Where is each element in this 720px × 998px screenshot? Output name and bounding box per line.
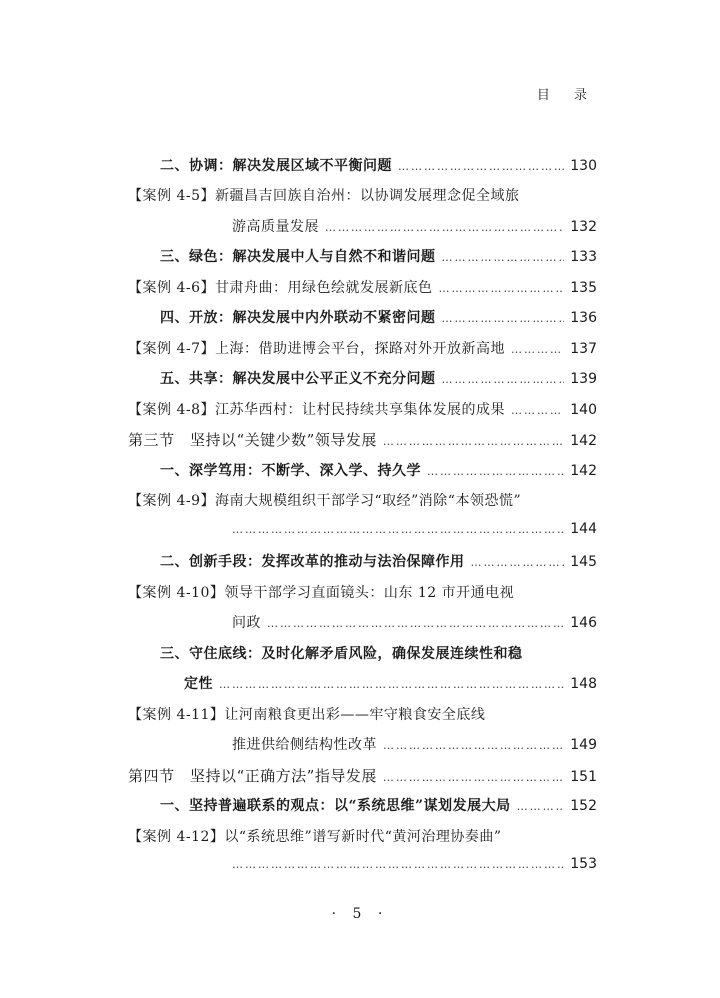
toc-entry-continuation[interactable]: [232, 216, 597, 238]
toc-entry-title: 推进供给侧结构性改革: [232, 737, 377, 753]
toc-entry[interactable]: [128, 399, 597, 421]
toc-entry-title: 四、开放：解决发展中内外联动不紧密问题: [160, 310, 436, 326]
toc-entry[interactable]: [160, 795, 597, 817]
toc-entry-continuation[interactable]: [232, 856, 597, 878]
toc-entry-continuation[interactable]: [232, 521, 597, 543]
toc-entry[interactable]: [160, 246, 597, 268]
toc-entry-page: 144: [570, 521, 597, 537]
leader-dots: [511, 404, 564, 417]
toc-entry-title: 【案例 4-7】上海：借助进博会平台，探路对外开放新高地: [128, 341, 505, 357]
toc-entry-page: 132: [570, 219, 597, 235]
toc-entry-page: 142: [570, 433, 597, 449]
leader-dots: [427, 465, 564, 478]
toc-entry-title: 【案例 4-11】让河南粮食更出彩——牢守粮食安全底线: [128, 707, 486, 723]
toc-entry[interactable]: [128, 826, 597, 848]
toc-entry-page: 146: [570, 615, 597, 631]
toc-entry-title: 第三节 坚持以“关键少数”领导发展: [128, 431, 377, 449]
toc-entry-page: 142: [570, 463, 597, 479]
toc-entry-title: 定性: [184, 676, 213, 692]
leader-dots: [511, 343, 564, 356]
toc-entry[interactable]: [160, 368, 597, 390]
toc-entry-continuation[interactable]: [184, 673, 597, 695]
toc-entry-page: 139: [570, 371, 597, 387]
leader-dots: [471, 556, 565, 569]
toc-entry-page: 130: [570, 158, 597, 174]
running-header: 目 录: [536, 88, 597, 103]
toc-entry-title: 一、坚持普遍联系的观点：以“系统思维”谋划发展大局: [160, 798, 511, 814]
toc-entry[interactable]: [128, 490, 597, 512]
toc-entry-title: 三、绿色：解决发展中人与自然不和谐问题: [160, 249, 436, 265]
toc-entry[interactable]: [128, 704, 597, 726]
leader-dots: [439, 282, 565, 295]
leader-dots: [442, 251, 565, 264]
toc-entry-title: 五、共享：解决发展中公平正义不充分问题: [160, 371, 436, 387]
toc-entry-title: 问政: [232, 615, 261, 631]
toc-entry-page: 151: [570, 769, 597, 785]
leader-dots: [398, 160, 564, 173]
toc-entry-page: 133: [570, 249, 597, 265]
toc-entry-page: 136: [570, 310, 597, 326]
toc-entry-page: 148: [570, 676, 597, 692]
toc-entry-page: 152: [570, 798, 597, 814]
toc-entry-title: 【案例 4-6】甘肃舟曲：用绿色绘就发展新底色: [128, 280, 433, 296]
page-number: · 5 ·: [331, 906, 389, 922]
toc-entry-continuation[interactable]: [232, 612, 597, 634]
toc-entry-page: 135: [570, 280, 597, 296]
toc-entry-title: 【案例 4-8】江苏华西村：让村民持续共享集体发展的成果: [128, 402, 505, 418]
toc-entry-title: 一、深学笃用：不断学、深入学、持久学: [160, 463, 421, 479]
leader-dots: [232, 523, 564, 536]
toc-entry[interactable]: [128, 582, 597, 604]
toc-entry[interactable]: [128, 185, 597, 207]
leader-dots: [442, 373, 565, 386]
leader-dots: [325, 221, 564, 234]
toc-entry[interactable]: [128, 338, 597, 360]
leader-dots: [219, 678, 564, 691]
toc-entry-page: 153: [570, 856, 597, 872]
toc-entry-title: 【案例 4-9】海南大规模组织干部学习“取经”消除“本领恐慌”: [128, 493, 522, 509]
toc-entry[interactable]: [160, 643, 597, 665]
toc-section-entry[interactable]: [128, 429, 597, 451]
toc-entry-title: 【案例 4-10】领导干部学习直面镜头：山东 12 市开通电视: [128, 585, 515, 601]
toc-entry-page: 140: [570, 402, 597, 418]
toc-entry-title: 游高质量发展: [232, 219, 319, 235]
leader-dots: [383, 435, 564, 448]
leader-dots: [383, 771, 564, 784]
leader-dots: [232, 858, 564, 871]
toc-entry-title: 【案例 4-5】新疆昌吉回族自治州：以协调发展理念促全域旅: [128, 188, 520, 204]
toc-section-entry[interactable]: [128, 765, 597, 787]
toc-entry[interactable]: [160, 307, 597, 329]
toc-entry[interactable]: [160, 460, 597, 482]
toc-entry-page: 145: [570, 554, 597, 570]
leader-dots: [383, 739, 564, 752]
toc-entry[interactable]: [160, 551, 597, 573]
toc-entry-title: 三、守住底线：及时化解矛盾风险，确保发展连续性和稳: [160, 646, 523, 662]
leader-dots: [442, 312, 565, 325]
toc-entry-page: 149: [570, 737, 597, 753]
toc-entry-title: 二、协调：解决发展区域不平衡问题: [160, 158, 392, 174]
leader-dots: [267, 617, 564, 630]
toc-entry-continuation[interactable]: [232, 734, 597, 756]
toc-entry[interactable]: [128, 277, 597, 299]
toc-entry-title: 第四节 坚持以“正确方法”指导发展: [128, 767, 377, 785]
toc-entry-page: 137: [570, 341, 597, 357]
toc-entry[interactable]: [160, 155, 597, 177]
toc-entry-title: 【案例 4-12】以“系统思维”谱写新时代“黄河治理协奏曲”: [128, 829, 502, 845]
toc-entry-title: 二、创新手段：发挥改革的推动与法治保障作用: [160, 554, 465, 570]
leader-dots: [517, 800, 565, 813]
